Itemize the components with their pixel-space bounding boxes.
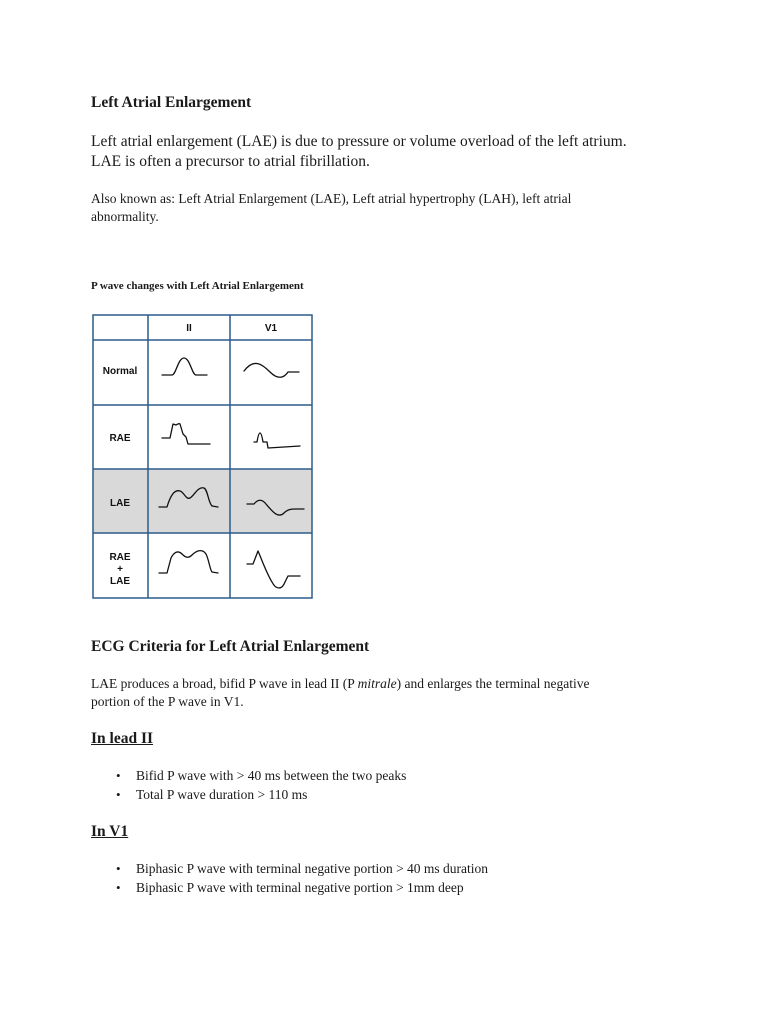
row-label-rae-lae-2: +: [117, 564, 123, 575]
column-header-v1: V1: [264, 323, 278, 334]
column-header-ii: II: [186, 323, 192, 334]
criteria-description: [91, 675, 731, 711]
row-label-rae: RAE: [109, 433, 131, 444]
list-item: • Bifid P wave with > 40 ms between the two peaks: [91, 766, 731, 785]
row-label-lae: LAE: [110, 498, 130, 509]
list-item: • Biphasic P wave with terminal negative portion > 40 ms duration: [91, 859, 731, 878]
waveform-rae-lae-ii: [159, 551, 218, 573]
criteria-desc-italic: mitrale: [357, 676, 397, 691]
criteria-desc-part1: LAE produces a broad, bifid P wave in lead II (P: [91, 676, 358, 691]
row-label-rae-lae-3: LAE: [110, 576, 130, 587]
aka-paragraph: [91, 190, 731, 226]
intro-paragraph: [91, 132, 731, 172]
intro-line-1: Left atrial enlargement (LAE) is due to pressure or volume overload of the left atrium.: [91, 133, 627, 150]
waveform-normal-ii: [162, 358, 207, 375]
criteria-desc-line-1: [91, 675, 731, 693]
figure-caption: P wave changes with Left Atrial Enlargement: [91, 280, 304, 292]
criteria-desc-line-2: portion of the P wave in V1.: [91, 694, 244, 709]
p-wave-table: [92, 314, 313, 599]
intro-line-2: LAE is often a precursor to atrial fibrillation.: [91, 153, 370, 170]
aka-line-2: abnormality.: [91, 209, 159, 224]
waveform-rae-v1: [254, 433, 300, 448]
lead-ii-criteria-list: [91, 766, 731, 804]
p-wave-table-figure: [92, 314, 313, 599]
list-item: • Total P wave duration > 110 ms: [91, 785, 731, 804]
waveform-rae-lae-v1: [247, 551, 300, 588]
waveform-rae-ii: [162, 424, 210, 444]
v1-heading: In V1: [91, 823, 129, 840]
aka-line-1: Also known as: Left Atrial Enlargement (LAE), Left atrial hypertrophy (LAH), left atrial: [91, 191, 572, 206]
v1-criteria-list: [91, 859, 731, 897]
row-label-rae-lae-1: RAE: [109, 552, 131, 563]
lead-ii-heading: In lead II: [91, 730, 154, 747]
waveform-normal-v1: [244, 363, 299, 377]
page-title: Left Atrial Enlargement: [91, 94, 252, 111]
row-label-normal: Normal: [102, 366, 138, 377]
list-item: • Biphasic P wave with terminal negative portion > 1mm deep: [91, 878, 731, 897]
criteria-heading: ECG Criteria for Left Atrial Enlargement: [91, 638, 370, 655]
criteria-desc-part2: ) and enlarges the terminal negative: [396, 676, 590, 691]
